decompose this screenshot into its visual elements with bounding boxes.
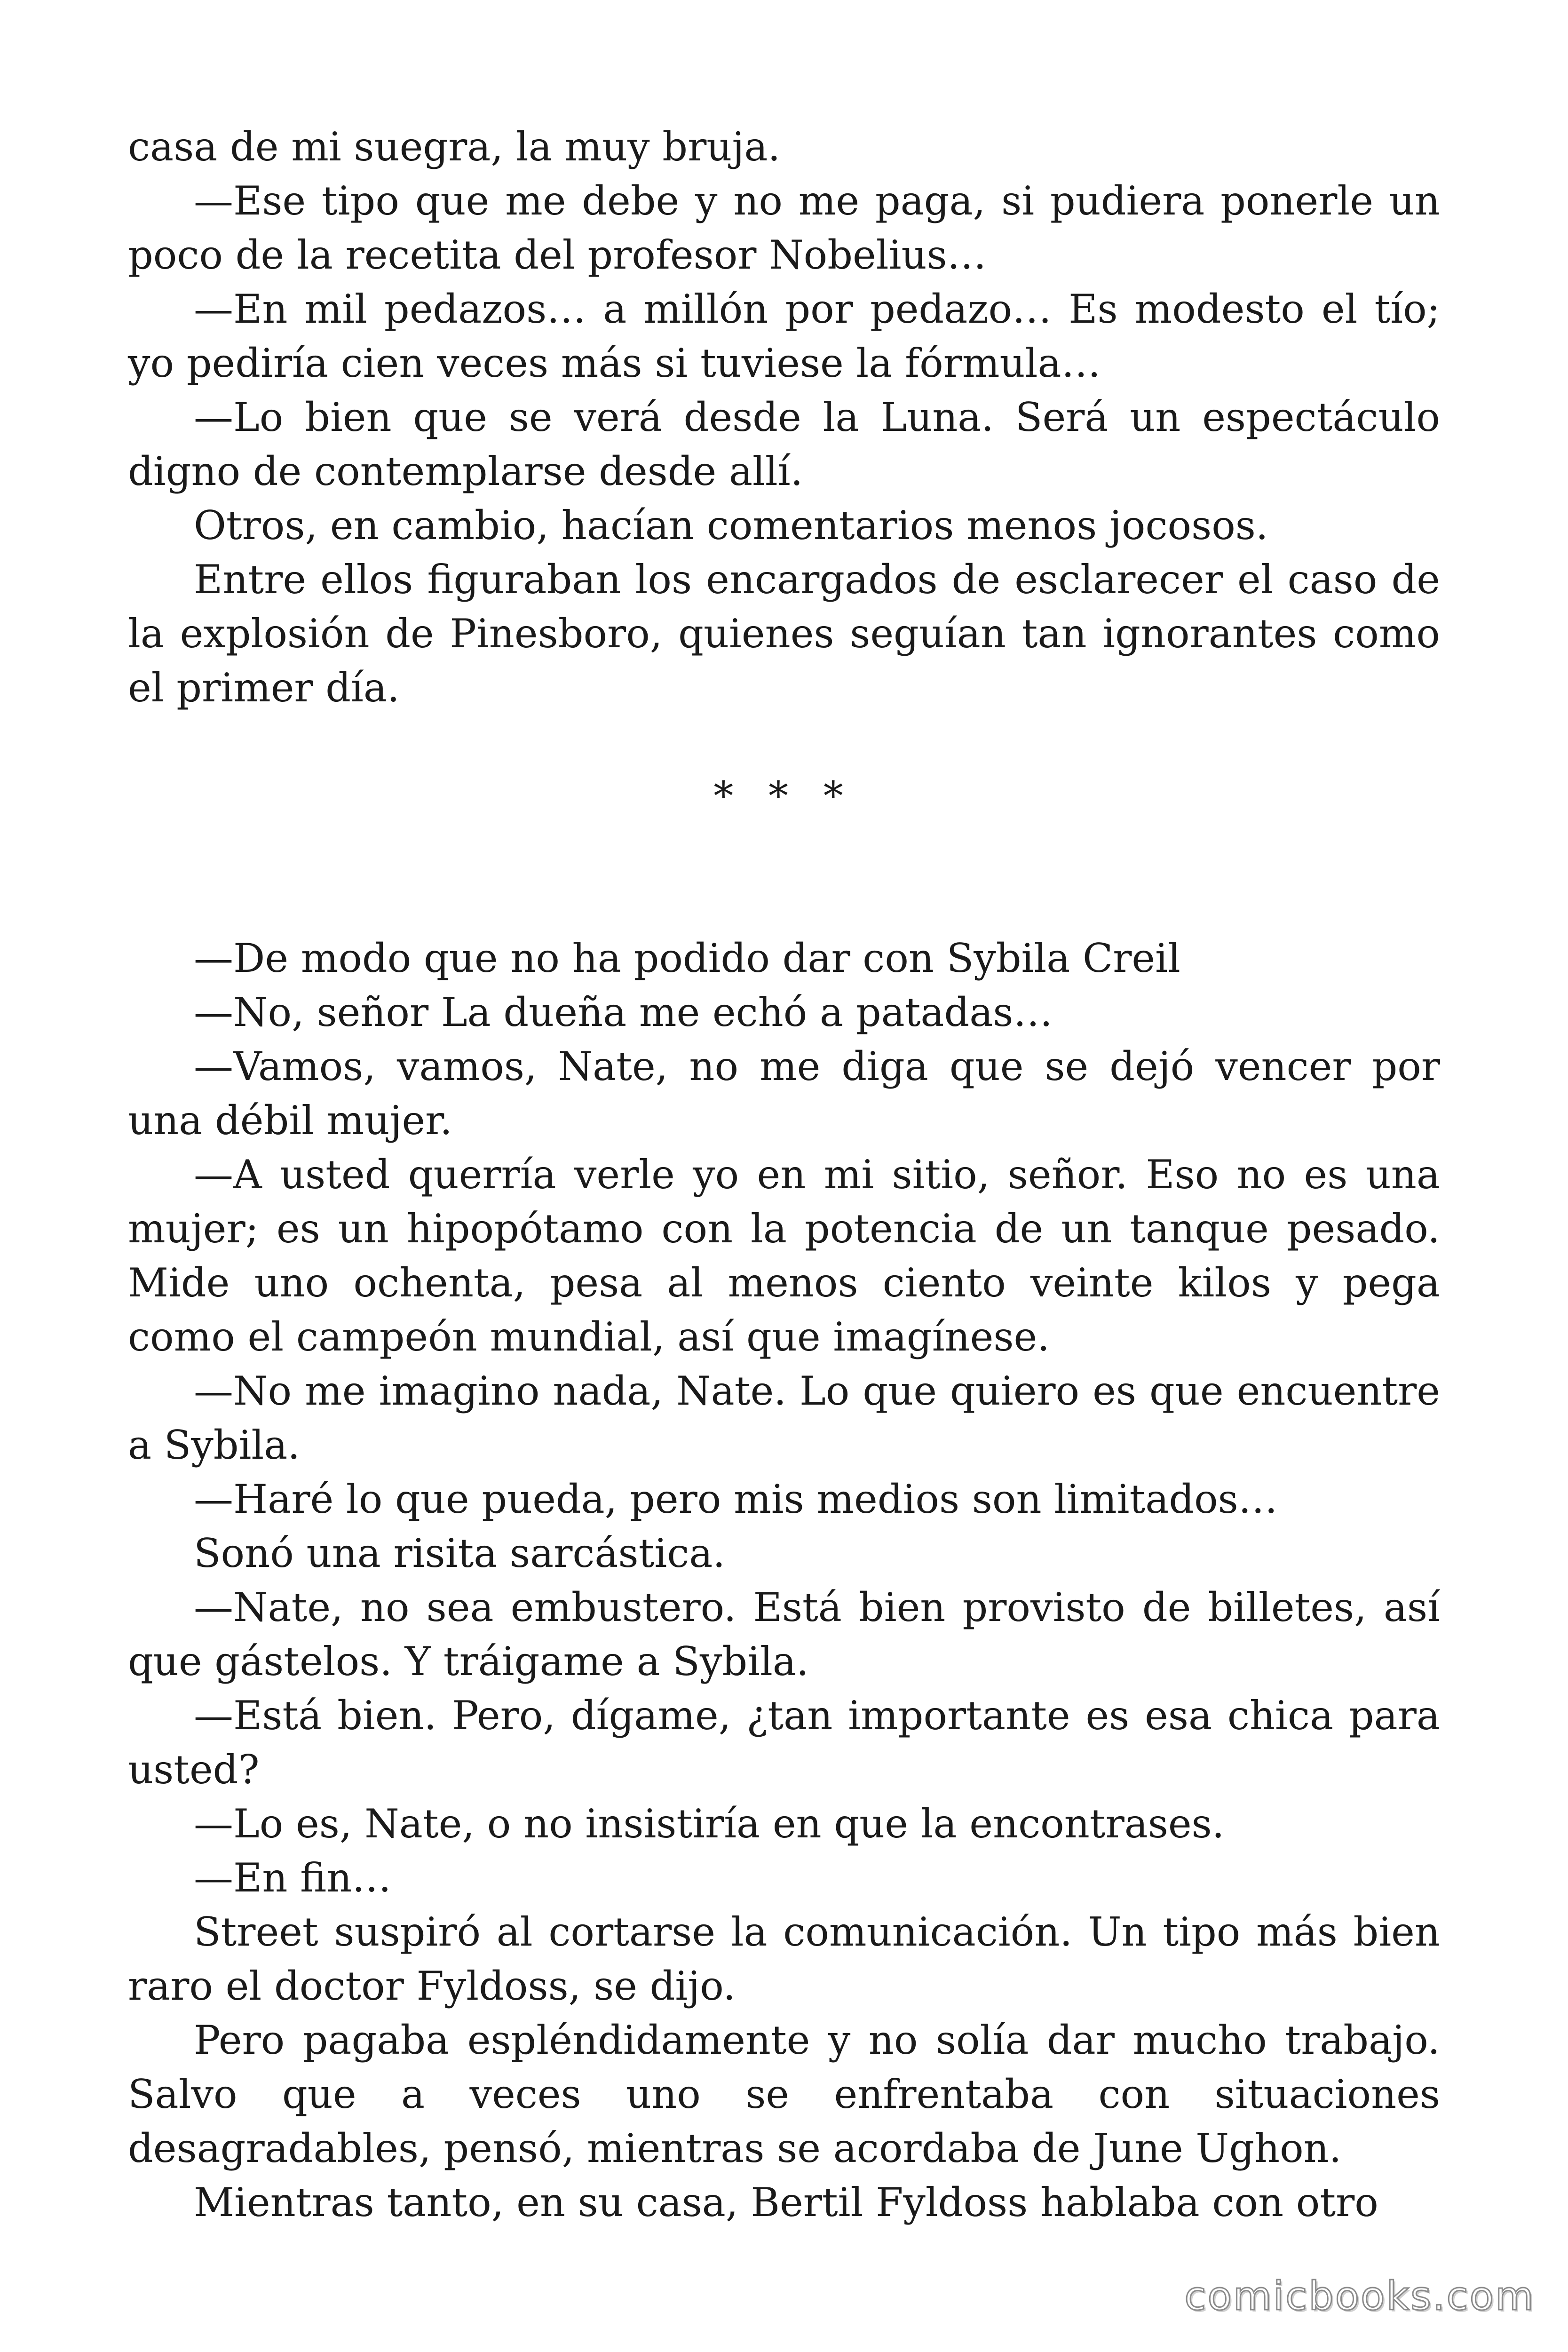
paragraph-19: Pero pagaba espléndidamente y no solía dar mucho trabajo. Salvo que a veces uno se enfrentaba con situaciones desagradables, pensó, mientras se acordaba de June Ughon. [128,2017,1440,2171]
paragraph-5: Otros, en cambio, hacían comentarios menos jocosos. [194,502,1268,548]
paragraph-11: —No me imagino nada, Nate. Lo que quiero es que encuentre a Sybila. [128,1368,1440,1468]
paragraph-16: —Lo es, Nate, o no insistiría en que la encontrases. [194,1801,1225,1847]
watermark: comicbooks.com [1184,2273,1535,2319]
page-text [128,120,1440,2230]
paragraph-20: Mientras tanto, en su casa, Bertil Fyldoss hablaba con otro [194,2179,1378,2225]
scene-break: * * * [713,773,855,819]
paragraph-18: Street suspiró al cortarse la comunicación. Un tipo más bien raro el doctor Fyldoss, se dijo. [128,1909,1440,2009]
paragraph-8: —No, señor La dueña me echó a patadas… [194,989,1053,1035]
paragraph-2: —Ese tipo que me debe y no me paga, si pudiera ponerle un poco de la recetita del profesor Nobelius… [128,178,1440,278]
paragraph-13: Sonó una risita sarcástica. [194,1530,726,1576]
paragraph-1: casa de mi suegra, la muy bruja. [128,124,781,170]
paragraph-15: —Está bien. Pero, dígame, ¿tan importante es esa chica para usted? [128,1692,1440,1793]
paragraph-17: —En fin… [194,1855,392,1901]
paragraph-3: —En mil pedazos… a millón por pedazo… Es modesto el tío; yo pediría cien veces más si tuviese la fórmula… [128,286,1440,386]
paragraph-6: Entre ellos figuraban los encargados de esclarecer el caso de la explosión de Pinesboro, quienes seguían tan ignorantes como el primer día. [128,556,1440,711]
paragraph-10: —A usted querría verle yo en mi sitio, señor. Eso no es una mujer; es un hipopótamo con la potencia de un tanque pesado. Mide uno ochenta, pesa al menos ciento veinte kilos y pega como el campeón mundial, así que imagínese. [128,1152,1440,1360]
paragraph-12: —Haré lo que pueda, pero mis medios son limitados… [194,1476,1278,1522]
paragraph-14: —Nate, no sea embustero. Está bien provisto de billetes, así que gástelos. Y tráigame a Sybila. [128,1584,1440,1685]
paragraph-4: —Lo bien que se verá desde la Luna. Será un espectáculo digno de contemplarse desde allí. [128,394,1440,494]
paragraph-7: —De modo que no ha podido dar con Sybila Creil [194,935,1180,981]
paragraph-9: —Vamos, vamos, Nate, no me diga que se dejó vencer por una débil mujer. [128,1043,1440,1144]
